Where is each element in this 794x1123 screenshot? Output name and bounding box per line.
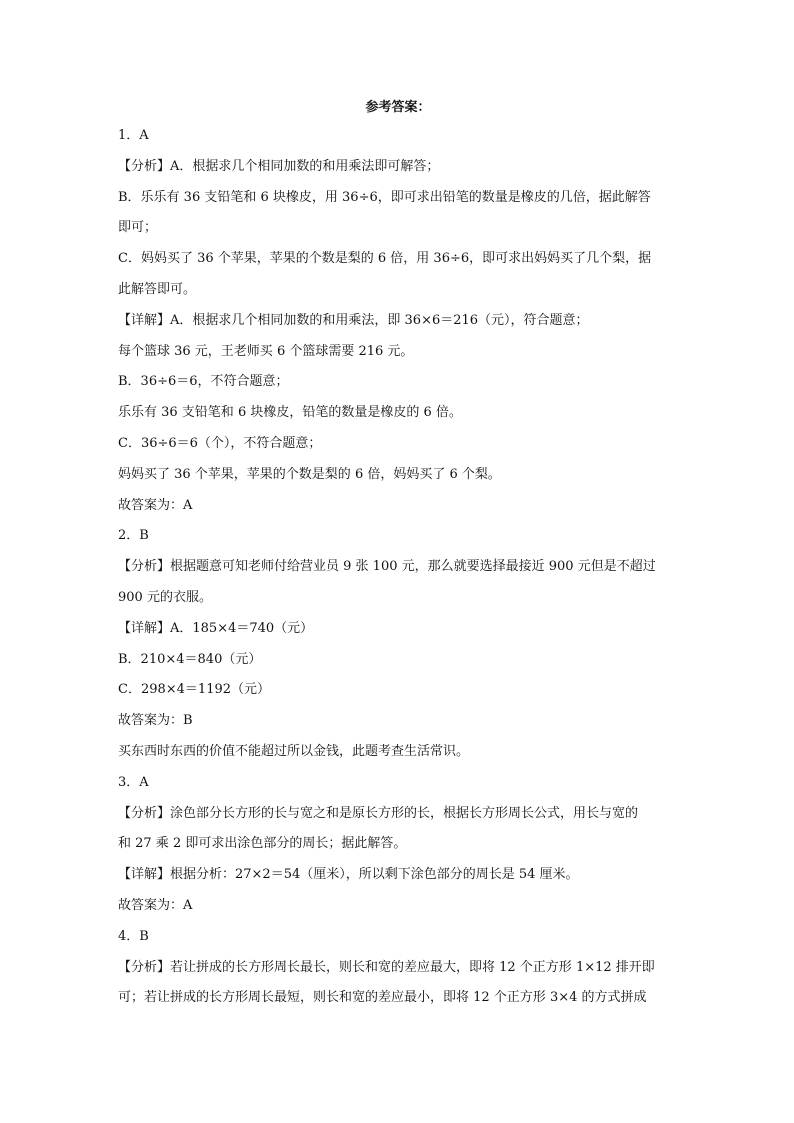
text-line: 故答案为：B bbox=[118, 713, 193, 729]
page-title: 参考答案： bbox=[365, 100, 431, 115]
text-line: 1．A bbox=[118, 128, 149, 143]
text-line: 【分析】涂色部分长方形的长与宽之和是原长方形的长，根据长方形周长公式，用长与宽的 bbox=[118, 805, 639, 821]
text-line: 和 27 乘 2 即可求出涂色部分的周长；据此解答。 bbox=[118, 836, 407, 852]
text-line: 此解答即可。 bbox=[118, 281, 197, 297]
text-line: 妈妈买了 36 个苹果，苹果的个数是梨的 6 倍，妈妈买了 6 个梨。 bbox=[118, 466, 501, 482]
text-line: 即可； bbox=[118, 220, 158, 236]
text-line: 【分析】根据题意可知老师付给营业员 9 张 100 元，那么就要选择最接近 900 元但是不超过 bbox=[118, 559, 656, 575]
text-line: 【分析】若让拼成的长方形周长最长，则长和宽的差应最大，即将 12 个正方形 1×12 排开即 bbox=[118, 959, 655, 975]
text-line: 乐乐有 36 支铅笔和 6 块橡皮，铅笔的数量是橡皮的 6 倍。 bbox=[118, 405, 462, 421]
text-line: 每个篮球 36 元，王老师买 6 个篮球需要 216 元。 bbox=[118, 343, 414, 359]
text-line: 故答案为：A bbox=[118, 897, 193, 913]
text-line: 【详解】A．185×4＝740（元） bbox=[118, 620, 314, 636]
text-line: 买东西时东西的价值不能超过所以金钱，此题考查生活常识。 bbox=[118, 743, 470, 759]
text-line: B．36÷6＝6，不符合题意； bbox=[118, 374, 289, 390]
text-line: C．298×4＝1192（元） bbox=[118, 682, 271, 698]
text-line: 900 元的衣服。 bbox=[118, 589, 212, 605]
text-line: 【详解】根据分析：27×2＝54（厘米），所以剩下涂色部分的周长是 54 厘米。 bbox=[118, 867, 579, 883]
text-line: 4．B bbox=[118, 928, 149, 944]
text-line: 【分析】A．根据求几个相同加数的和用乘法即可解答； bbox=[118, 158, 440, 174]
answer-lines bbox=[118, 127, 678, 1020]
answer-section bbox=[118, 99, 678, 1020]
text-line: B．乐乐有 36 支铅笔和 6 块橡皮，用 36÷6，即可求出铅笔的数量是橡皮的几倍，据此解答 bbox=[118, 189, 651, 205]
text-line: 故答案为：A bbox=[118, 497, 193, 513]
text-line: 可；若让拼成的长方形周长最短，则长和宽的差应最小，即将 12 个正方形 3×4 的方式拼成 bbox=[118, 990, 647, 1006]
text-line: C．36÷6＝6（个），不符合题意； bbox=[118, 435, 322, 451]
text-line: 3．A bbox=[118, 774, 149, 790]
text-line: B．210×4＝840（元） bbox=[118, 651, 262, 667]
text-line: 【详解】A．根据求几个相同加数的和用乘法，即 36×6＝216（元），符合题意； bbox=[118, 312, 589, 328]
text-line: C．妈妈买了 36 个苹果，苹果的个数是梨的 6 倍，用 36÷6，即可求出妈妈买了几个梨，据 bbox=[118, 251, 652, 267]
text-line: 2．B bbox=[118, 528, 149, 544]
